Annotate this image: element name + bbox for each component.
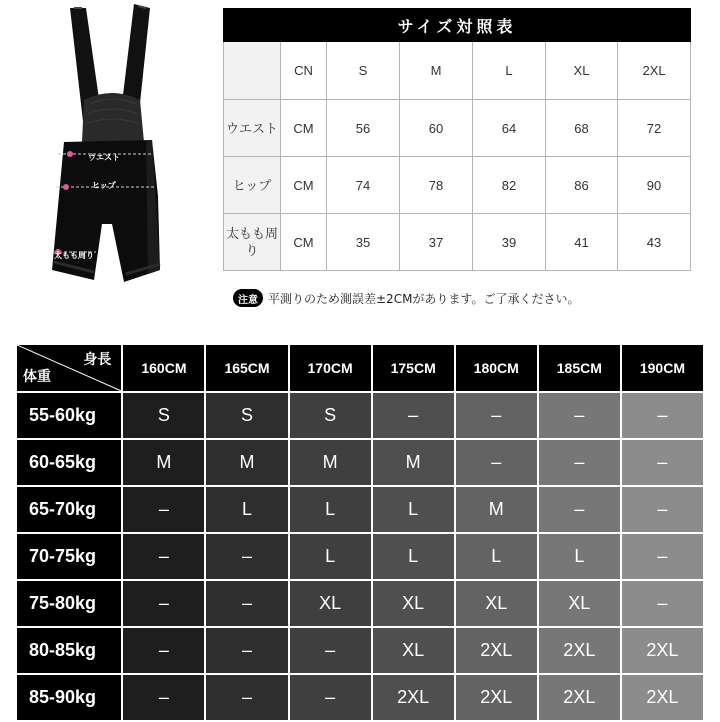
measurement-label: 太もも周り: [224, 214, 281, 271]
recommended-size-cell: –: [622, 534, 703, 579]
fit-row: [17, 675, 703, 720]
height-header: 175CM: [373, 345, 454, 391]
size-header: M: [400, 42, 473, 100]
unit-cell: CM: [281, 100, 327, 157]
weight-label: 85-90kg: [17, 675, 121, 720]
measurement-value: 90: [618, 157, 691, 214]
measurement-value: 74: [327, 157, 400, 214]
measurement-note: [233, 288, 579, 308]
recommended-size-cell: XL: [456, 581, 537, 626]
recommended-size-cell: XL: [373, 581, 454, 626]
thigh-label: 太もも周り: [54, 251, 94, 260]
recommended-size-cell: 2XL: [456, 675, 537, 720]
size-chart-header-row: [224, 42, 691, 100]
fit-header-row: [17, 345, 703, 391]
recommended-size-cell: –: [539, 487, 620, 532]
measurement-value: 68: [546, 100, 618, 157]
recommended-size-cell: XL: [539, 581, 620, 626]
fit-row: [17, 440, 703, 485]
recommended-size-cell: L: [456, 534, 537, 579]
measurement-value: 64: [473, 100, 546, 157]
recommended-size-cell: L: [373, 487, 454, 532]
recommended-size-cell: –: [290, 628, 371, 673]
size-header: 2XL: [618, 42, 691, 100]
size-chart-title: サイズ対照表: [224, 9, 691, 42]
measurement-value: 56: [327, 100, 400, 157]
recommended-size-cell: –: [290, 675, 371, 720]
measurement-value: 37: [400, 214, 473, 271]
height-header: 185CM: [539, 345, 620, 391]
height-header: 180CM: [456, 345, 537, 391]
measurement-value: 60: [400, 100, 473, 157]
fit-row: [17, 393, 703, 438]
measurement-value: 78: [400, 157, 473, 214]
bib-shorts-illustration: [40, 0, 220, 290]
height-weight-fit-table: [15, 343, 705, 722]
note-text: 平測りのため測誤差±2CMがあります。ご了承ください。: [268, 291, 580, 306]
height-header: 190CM: [622, 345, 703, 391]
recommended-size-cell: –: [206, 675, 287, 720]
recommended-size-cell: –: [123, 534, 204, 579]
recommended-size-cell: –: [206, 628, 287, 673]
recommended-size-cell: S: [206, 393, 287, 438]
recommended-size-cell: XL: [373, 628, 454, 673]
measurement-value: 43: [618, 214, 691, 271]
recommended-size-cell: –: [123, 628, 204, 673]
waist-label: ウエスト: [88, 153, 120, 162]
hip-marker-dot: [63, 184, 69, 190]
measurement-label: ヒップ: [224, 157, 281, 214]
recommended-size-cell: –: [123, 581, 204, 626]
recommended-size-cell: L: [373, 534, 454, 579]
recommended-size-cell: S: [290, 393, 371, 438]
size-header: L: [473, 42, 546, 100]
height-axis-label: 身長: [83, 351, 112, 367]
weight-label: 80-85kg: [17, 628, 121, 673]
size-chart-row-hip: [224, 157, 691, 214]
recommended-size-cell: –: [206, 581, 287, 626]
measurement-label: ウエスト: [224, 100, 281, 157]
recommended-size-cell: L: [539, 534, 620, 579]
recommended-size-cell: 2XL: [539, 675, 620, 720]
hip-label: ヒップ: [92, 181, 116, 190]
recommended-size-cell: 2XL: [539, 628, 620, 673]
recommended-size-cell: M: [206, 440, 287, 485]
recommended-size-cell: –: [206, 534, 287, 579]
measurement-value: 86: [546, 157, 618, 214]
size-chart-title-row: [224, 9, 691, 42]
recommended-size-cell: –: [456, 393, 537, 438]
bib-shorts-image: [40, 0, 220, 290]
recommended-size-cell: –: [622, 487, 703, 532]
waist-marker-dot: [67, 151, 73, 157]
measurement-value: 39: [473, 214, 546, 271]
recommended-size-cell: –: [456, 440, 537, 485]
height-header: 160CM: [123, 345, 204, 391]
fit-row: [17, 581, 703, 626]
recommended-size-cell: –: [622, 581, 703, 626]
recommended-size-cell: L: [206, 487, 287, 532]
recommended-size-cell: –: [539, 393, 620, 438]
recommended-size-cell: S: [123, 393, 204, 438]
height-header: 170CM: [290, 345, 371, 391]
fit-row: [17, 628, 703, 673]
size-chart-row-thigh: [224, 214, 691, 271]
recommended-size-cell: M: [290, 440, 371, 485]
measurement-value: 72: [618, 100, 691, 157]
size-chart-row-waist: [224, 100, 691, 157]
measurement-value: 35: [327, 214, 400, 271]
recommended-size-cell: L: [290, 534, 371, 579]
recommended-size-cell: –: [123, 487, 204, 532]
caution-badge: 注意: [233, 289, 263, 307]
recommended-size-cell: 2XL: [373, 675, 454, 720]
weight-label: 70-75kg: [17, 534, 121, 579]
fit-row: [17, 487, 703, 532]
recommended-size-cell: XL: [290, 581, 371, 626]
recommended-size-cell: 2XL: [622, 628, 703, 673]
height-header: 165CM: [206, 345, 287, 391]
recommended-size-cell: L: [290, 487, 371, 532]
weight-label: 65-70kg: [17, 487, 121, 532]
recommended-size-cell: –: [123, 675, 204, 720]
measurement-value: 82: [473, 157, 546, 214]
unit-cell: CM: [281, 214, 327, 271]
size-header: XL: [546, 42, 618, 100]
unit-header: CN: [281, 42, 327, 100]
recommended-size-cell: M: [123, 440, 204, 485]
recommended-size-cell: –: [539, 440, 620, 485]
recommended-size-cell: –: [622, 393, 703, 438]
recommended-size-cell: 2XL: [456, 628, 537, 673]
size-chart-corner: [224, 42, 281, 100]
weight-axis-label: 体重: [23, 368, 51, 384]
weight-label: 60-65kg: [17, 440, 121, 485]
fit-row: [17, 534, 703, 579]
weight-label: 55-60kg: [17, 393, 121, 438]
recommended-size-cell: M: [373, 440, 454, 485]
measurement-value: 41: [546, 214, 618, 271]
size-header: S: [327, 42, 400, 100]
recommended-size-cell: –: [373, 393, 454, 438]
size-chart-table: [223, 8, 691, 271]
weight-label: 75-80kg: [17, 581, 121, 626]
fit-corner-cell: [17, 345, 121, 391]
recommended-size-cell: 2XL: [622, 675, 703, 720]
recommended-size-cell: M: [456, 487, 537, 532]
unit-cell: CM: [281, 157, 327, 214]
recommended-size-cell: –: [622, 440, 703, 485]
